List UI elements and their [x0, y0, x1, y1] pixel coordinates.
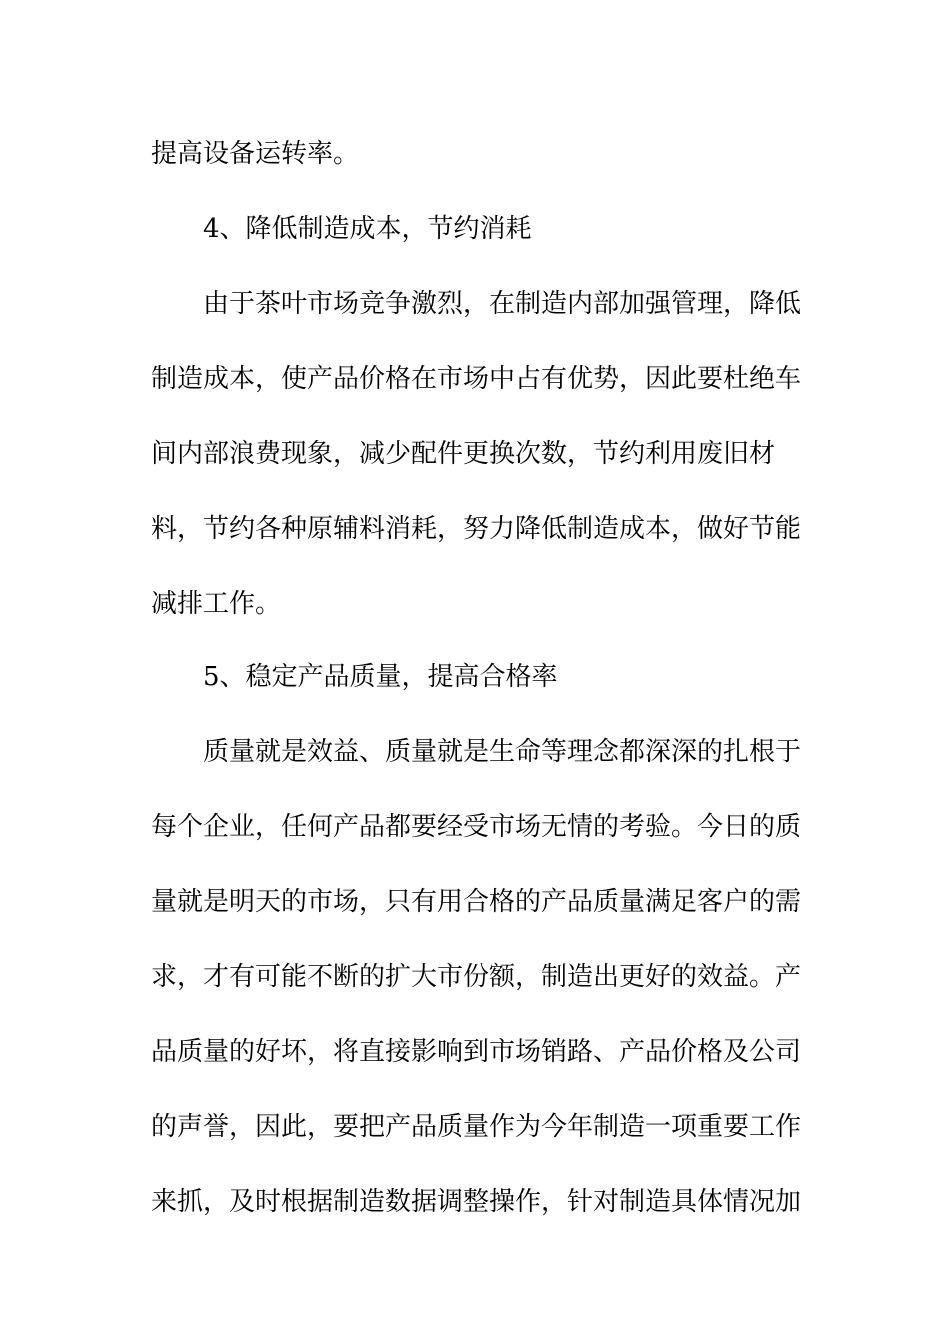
- paragraph-line: 的声誉，因此，要把产品质量作为今年制造一项重要工作: [151, 1112, 802, 1142]
- paragraph-line: 量就是明天的市场，只有用合格的产品质量满足客户的需: [151, 887, 802, 917]
- paragraph-line: 间内部浪费现象，减少配件更换次数，节约利用废旧材: [151, 439, 776, 469]
- section-heading-4: 4、降低制造成本，节约消耗: [203, 214, 532, 244]
- paragraph-line: 质量就是效益、质量就是生命等理念都深深的扎根于: [203, 737, 802, 767]
- paragraph-line: 提高设备运转率。: [151, 139, 360, 169]
- section-heading-5: 5、稳定产品质量，提高合格率: [203, 662, 558, 692]
- paragraph-line: 品质量的好坏，将直接影响到市场销路、产品价格及公司: [151, 1037, 802, 1067]
- paragraph-line: 料，节约各种原辅料消耗，努力降低制造成本，做好节能: [151, 514, 802, 544]
- paragraph-line: 制造成本，使产品价格在市场中占有优势，因此要杜绝车: [151, 364, 802, 394]
- paragraph-line: 由于茶叶市场竞争激烈，在制造内部加强管理，降低: [203, 289, 802, 319]
- paragraph-line: 每个企业，任何产品都要经受市场无情的考验。今日的质: [151, 812, 802, 842]
- paragraph-line: 求，才有可能不断的扩大市份额，制造出更好的效益。产: [151, 962, 802, 992]
- paragraph-line: 减排工作。: [151, 589, 282, 619]
- paragraph-line: 来抓，及时根据制造数据调整操作，针对制造具体情况加: [151, 1187, 802, 1217]
